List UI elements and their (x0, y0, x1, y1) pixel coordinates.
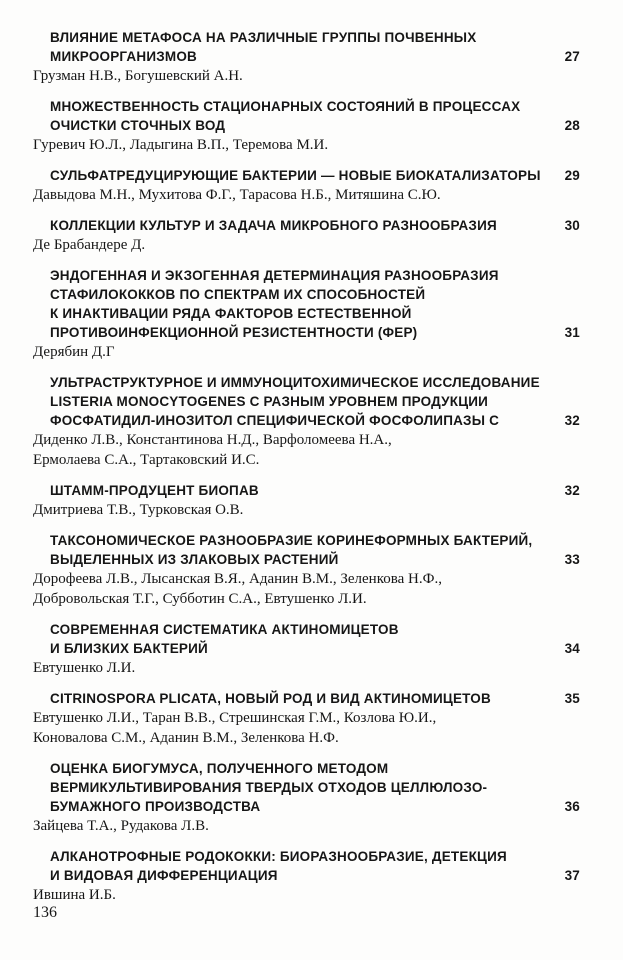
entry-title-line: ВЕРМИКУЛЬТИВИРОВАНИЯ ТВЕРДЫХ ОТХОДОВ ЦЕЛЛЮЛОЗО- (50, 780, 488, 795)
entry-title-line (33, 116, 580, 135)
entry-title-text: БУМАЖНОГО ПРОИЗВОДСТВА (50, 799, 261, 814)
entry-authors (33, 708, 580, 748)
entry-authors (33, 885, 580, 905)
toc-entry (33, 759, 580, 836)
entry-title-line (33, 411, 580, 430)
entry-title (33, 28, 580, 66)
entry-authors (33, 569, 580, 609)
entry-author-line: Коновалова С.М., Аданин В.М., Зеленкова Н.Ф. (33, 730, 339, 746)
entry-title (33, 620, 580, 658)
entry-authors (33, 342, 580, 362)
entry-title-text: И ВИДОВАЯ ДИФФЕРЕНЦИАЦИЯ (50, 868, 278, 883)
toc-entry (33, 620, 580, 678)
entry-title-line: АЛКАНОТРОФНЫЕ РОДОКОККИ: БИОРАЗНООБРАЗИЕ, ДЕТЕКЦИЯ (50, 849, 507, 864)
entry-title-text: ОЧИСТКИ СТОЧНЫХ ВОД (50, 118, 226, 133)
entry-page-number: 34 (564, 641, 580, 656)
entry-title (33, 266, 580, 342)
entry-author-line: Евтушенко Л.И. (33, 660, 136, 676)
toc-entry (33, 216, 580, 255)
entry-title-line: ЭНДОГЕННАЯ И ЭКЗОГЕННАЯ ДЕТЕРМИНАЦИЯ РАЗНООБРАЗИЯ (50, 268, 499, 283)
entry-title-line: СОВРЕМЕННАЯ СИСТЕМАТИКА АКТИНОМИЦЕТОВ (50, 622, 399, 637)
entry-title (33, 216, 580, 235)
toc-entry (33, 373, 580, 470)
entry-title-text: ПРОТИВОИНФЕКЦИОННОЙ РЕЗИСТЕНТНОСТИ (ФЕР) (50, 325, 418, 340)
entry-title-line (33, 323, 580, 342)
entry-author-line: Диденко Л.В., Константинова Н.Д., Варфоломеева Н.А., (33, 432, 392, 448)
entry-title-line (33, 689, 580, 708)
entry-title-line (33, 639, 580, 658)
entry-page-number: 35 (564, 691, 580, 706)
entry-authors (33, 66, 580, 86)
entry-title-line: УЛЬТРАСТРУКТУРНОЕ И ИММУНОЦИТОХИМИЧЕСКОЕ ИССЛЕДОВАНИЕ (50, 375, 540, 390)
entry-title-text: ФОСФАТИДИЛ-ИНОЗИТОЛ СПЕЦИФИЧЕСКОЙ ФОСФОЛИПАЗЫ С (50, 413, 500, 428)
entry-authors (33, 816, 580, 836)
entry-author-line: Давыдова М.Н., Мухитова Ф.Г., Тарасова Н.Б., Митяшина С.Ю. (33, 187, 441, 203)
entry-title-line: LISTERIA MONOCYTOGENES С РАЗНЫМ УРОВНЕМ ПРОДУКЦИИ (50, 394, 489, 409)
entry-authors (33, 658, 580, 678)
entry-page-number: 31 (564, 325, 580, 340)
entry-title (33, 847, 580, 885)
entry-title-text: И БЛИЗКИХ БАКТЕРИЙ (50, 641, 208, 656)
toc-entry (33, 28, 580, 86)
entry-author-line: Ившина И.Б. (33, 887, 116, 903)
entry-page-number: 30 (564, 218, 580, 233)
entry-title-line: ТАКСОНОМИЧЕСКОЕ РАЗНООБРАЗИЕ КОРИНЕФОРМНЫХ БАКТЕРИЙ, (50, 533, 533, 548)
entry-page-number: 37 (564, 868, 580, 883)
entry-page-number: 33 (564, 552, 580, 567)
entry-page-number: 36 (564, 799, 580, 814)
entry-title-line (33, 481, 580, 500)
entry-author-line: Гуревич Ю.Л., Ладыгина В.П., Теремова М.И. (33, 137, 329, 153)
entry-page-number: 32 (564, 413, 580, 428)
entry-authors (33, 500, 580, 520)
entry-page-number: 32 (564, 483, 580, 498)
entry-title-text: ШТАММ-ПРОДУЦЕНТ БИОПАВ (50, 483, 259, 498)
entry-title-text: CITRINOSPORA PLICATA, НОВЫЙ РОД И ВИД АКТИНОМИЦЕТОВ (50, 691, 491, 706)
entry-author-line: Ермолаева С.А., Тартаковский И.С. (33, 452, 260, 468)
entry-page-number: 28 (564, 118, 580, 133)
entry-title-line (33, 166, 580, 185)
entry-authors (33, 235, 580, 255)
toc-entry-list (33, 28, 580, 905)
entry-authors (33, 135, 580, 155)
entry-author-line: Добровольская Т.Г., Субботин С.А., Евтушенко Л.И. (33, 591, 367, 607)
entry-title-line (33, 866, 580, 885)
entry-author-line: Зайцева Т.А., Рудакова Л.В. (33, 818, 209, 834)
entry-title-line (33, 216, 580, 235)
entry-page-number: 29 (564, 168, 580, 183)
entry-author-line: Дерябин Д.Г (33, 344, 115, 360)
footer-page-number: 136 (33, 904, 57, 921)
entry-authors (33, 430, 580, 470)
entry-title (33, 531, 580, 569)
entry-title-line: ОЦЕНКА БИОГУМУСА, ПОЛУЧЕННОГО МЕТОДОМ (50, 761, 389, 776)
entry-author-line: Евтушенко Л.И., Таран В.В., Стрешинская Г.М., Козлова Ю.И., (33, 710, 437, 726)
toc-entry (33, 166, 580, 205)
entry-title (33, 166, 580, 185)
entry-title-text: МИКРООРГАНИЗМОВ (50, 49, 197, 64)
entry-title-line: СТАФИЛОКОККОВ ПО СПЕКТРАМ ИХ СПОСОБНОСТЕЙ (50, 287, 426, 302)
entry-title (33, 97, 580, 135)
entry-author-line: Де Брабандере Д. (33, 237, 146, 253)
entry-title-line (33, 797, 580, 816)
toc-entry (33, 531, 580, 609)
entry-page-number: 27 (564, 49, 580, 64)
entry-title-line: ВЛИЯНИЕ МЕТАФОСА НА РАЗЛИЧНЫЕ ГРУППЫ ПОЧВЕННЫХ (50, 30, 477, 45)
entry-title-text: ВЫДЕЛЕННЫХ ИЗ ЗЛАКОВЫХ РАСТЕНИЙ (50, 552, 339, 567)
entry-title-text: КОЛЛЕКЦИИ КУЛЬТУР И ЗАДАЧА МИКРОБНОГО РАЗНООБРАЗИЯ (50, 218, 497, 233)
entry-title-line (33, 550, 580, 569)
entry-author-line: Дорофеева Л.В., Лысанская В.Я., Аданин В.М., Зеленкова Н.Ф., (33, 571, 442, 587)
toc-entry (33, 481, 580, 520)
entry-author-line: Грузман Н.В., Богушевский А.Н. (33, 68, 243, 84)
entry-title (33, 373, 580, 430)
toc-entry (33, 847, 580, 905)
entry-title-line (33, 47, 580, 66)
toc-entry (33, 266, 580, 362)
toc-entry (33, 689, 580, 748)
entry-title (33, 481, 580, 500)
entry-title-text: СУЛЬФАТРЕДУЦИРУЮЩИЕ БАКТЕРИИ — НОВЫЕ БИОКАТАЛИЗАТОРЫ (50, 168, 541, 183)
entry-title-line: МНОЖЕСТВЕННОСТЬ СТАЦИОНАРНЫХ СОСТОЯНИЙ В ПРОЦЕССАХ (50, 99, 521, 114)
entry-title-line: К ИНАКТИВАЦИИ РЯДА ФАКТОРОВ ЕСТЕСТВЕННОЙ (50, 306, 412, 321)
entry-title (33, 689, 580, 708)
entry-authors (33, 185, 580, 205)
entry-title (33, 759, 580, 816)
toc-entry (33, 97, 580, 155)
entry-author-line: Дмитриева Т.В., Турковская О.В. (33, 502, 244, 518)
